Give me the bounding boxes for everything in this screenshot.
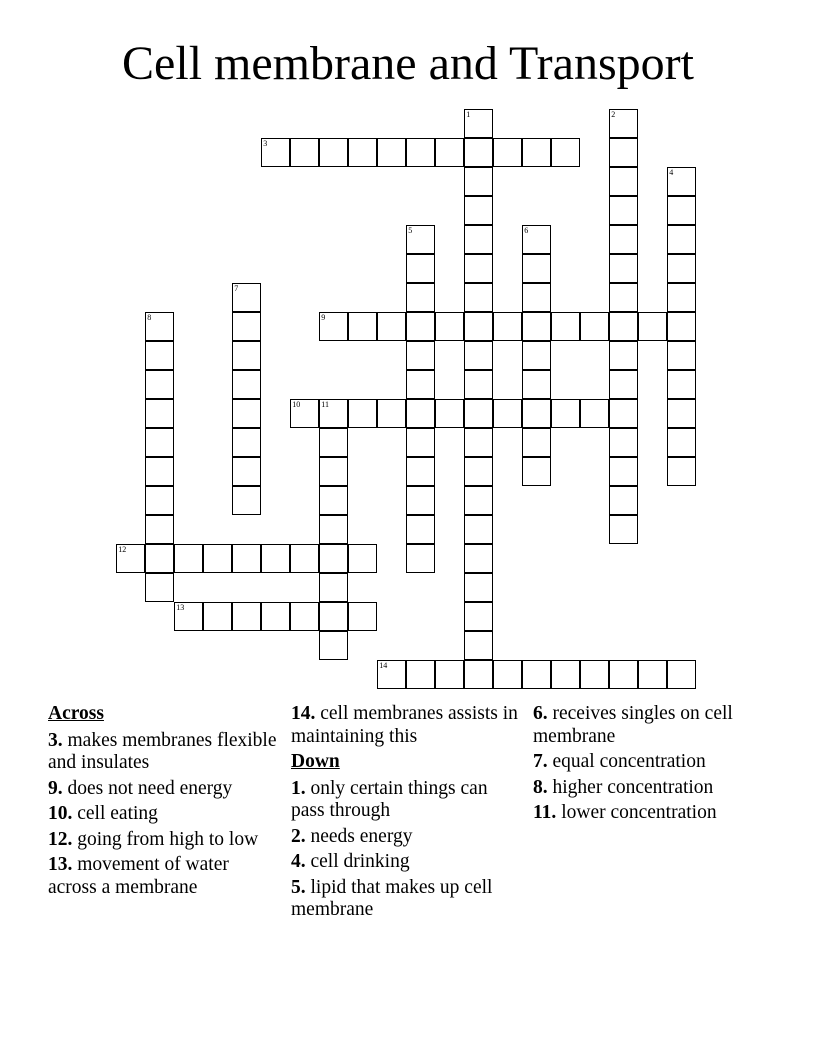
grid-cell[interactable] bbox=[551, 312, 580, 341]
grid-cell[interactable] bbox=[609, 399, 638, 428]
grid-cell[interactable] bbox=[667, 370, 696, 399]
grid-cell[interactable] bbox=[406, 660, 435, 689]
grid-cell[interactable] bbox=[609, 138, 638, 167]
grid-cell[interactable] bbox=[406, 457, 435, 486]
grid-cell[interactable] bbox=[348, 602, 377, 631]
grid-cell[interactable] bbox=[261, 544, 290, 573]
grid-cell[interactable] bbox=[319, 138, 348, 167]
grid-cell[interactable] bbox=[609, 370, 638, 399]
grid-cell[interactable] bbox=[522, 138, 551, 167]
clue-down-1: 1. only certain things can pass through bbox=[291, 777, 488, 821]
grid-cell[interactable] bbox=[145, 544, 174, 573]
grid-cell[interactable] bbox=[493, 660, 522, 689]
grid-cell[interactable] bbox=[232, 428, 261, 457]
grid-cell[interactable] bbox=[406, 254, 435, 283]
grid-cell[interactable] bbox=[145, 399, 174, 428]
grid-cell[interactable] bbox=[667, 225, 696, 254]
grid-cell[interactable] bbox=[609, 341, 638, 370]
clue-number: 11 bbox=[321, 400, 329, 410]
grid-cell[interactable] bbox=[667, 660, 696, 689]
grid-cell[interactable] bbox=[464, 312, 493, 341]
grid-cell[interactable] bbox=[667, 283, 696, 312]
grid-cell[interactable] bbox=[406, 544, 435, 573]
grid-cell[interactable] bbox=[580, 312, 609, 341]
grid-cell[interactable] bbox=[290, 399, 319, 428]
clue-number: 5 bbox=[408, 226, 413, 236]
clue-across-12: 12. going from high to low bbox=[48, 828, 259, 850]
grid-cell[interactable] bbox=[174, 544, 203, 573]
grid-cell[interactable] bbox=[522, 428, 551, 457]
grid-cell[interactable] bbox=[406, 283, 435, 312]
grid-cell[interactable] bbox=[464, 399, 493, 428]
grid-cell[interactable] bbox=[522, 457, 551, 486]
clue-number: 8 bbox=[147, 313, 152, 323]
grid-cell[interactable] bbox=[145, 486, 174, 515]
grid-cell[interactable] bbox=[377, 138, 406, 167]
grid-cell[interactable] bbox=[348, 544, 377, 573]
grid-cell[interactable] bbox=[522, 283, 551, 312]
grid-cell[interactable] bbox=[232, 370, 261, 399]
grid-cell[interactable] bbox=[406, 399, 435, 428]
grid-cell[interactable] bbox=[464, 109, 493, 138]
clue-across-9: 9. does not need energy bbox=[48, 777, 233, 799]
clue-number: 14 bbox=[379, 661, 388, 671]
grid-cell[interactable] bbox=[522, 660, 551, 689]
grid-cell[interactable] bbox=[667, 341, 696, 370]
clue-down-7: 7. equal concentration bbox=[533, 751, 706, 772]
grid-cell[interactable] bbox=[638, 660, 667, 689]
clue-number: 10 bbox=[292, 400, 301, 410]
grid-cell[interactable] bbox=[435, 312, 464, 341]
grid-cell[interactable] bbox=[609, 254, 638, 283]
clue-across-3: 3. makes membranes flexible and insulates bbox=[48, 729, 277, 773]
grid-cell[interactable] bbox=[435, 138, 464, 167]
grid-cell[interactable] bbox=[145, 515, 174, 544]
puzzle-title: Cell membrane and Transport bbox=[122, 37, 694, 90]
grid-cell[interactable] bbox=[464, 631, 493, 660]
grid-cell[interactable] bbox=[464, 370, 493, 399]
clue-down-6: 6. receives singles on cell membrane bbox=[533, 703, 733, 747]
grid-cell[interactable] bbox=[232, 341, 261, 370]
grid-cell[interactable] bbox=[522, 254, 551, 283]
grid-cell[interactable] bbox=[377, 660, 406, 689]
grid-cell[interactable] bbox=[319, 428, 348, 457]
grid-cell[interactable] bbox=[464, 457, 493, 486]
grid-cell[interactable] bbox=[319, 457, 348, 486]
grid-cell[interactable] bbox=[493, 312, 522, 341]
clues-column-2 bbox=[291, 703, 521, 925]
clues-column-1 bbox=[48, 703, 278, 902]
grid-cell[interactable] bbox=[319, 573, 348, 602]
clues-column-3 bbox=[533, 703, 763, 828]
grid-cell[interactable] bbox=[232, 544, 261, 573]
clue-number: 13 bbox=[176, 603, 185, 613]
grid-cell[interactable] bbox=[609, 457, 638, 486]
grid-cell[interactable] bbox=[145, 457, 174, 486]
grid-cell[interactable] bbox=[609, 283, 638, 312]
grid-cell[interactable] bbox=[232, 399, 261, 428]
grid-cell[interactable] bbox=[319, 515, 348, 544]
grid-cell[interactable] bbox=[667, 167, 696, 196]
clue-number: 3 bbox=[263, 139, 268, 149]
grid-cell[interactable] bbox=[464, 225, 493, 254]
grid-cell[interactable] bbox=[406, 515, 435, 544]
grid-cell[interactable] bbox=[522, 370, 551, 399]
grid-cell[interactable] bbox=[667, 312, 696, 341]
grid-cell[interactable] bbox=[609, 109, 638, 138]
grid-cell[interactable] bbox=[406, 370, 435, 399]
grid-cell[interactable] bbox=[667, 428, 696, 457]
grid-cell[interactable] bbox=[145, 573, 174, 602]
clue-down-11: 11. lower concentration bbox=[533, 802, 717, 823]
grid-cell[interactable] bbox=[406, 341, 435, 370]
grid-cell[interactable] bbox=[145, 341, 174, 370]
clue-number: 6 bbox=[524, 226, 529, 236]
grid-cell[interactable] bbox=[290, 544, 319, 573]
clue-down-4: 4. cell drinking bbox=[291, 851, 410, 872]
grid-cell[interactable] bbox=[261, 602, 290, 631]
grid-cell[interactable] bbox=[609, 660, 638, 689]
grid-cell[interactable] bbox=[377, 399, 406, 428]
grid-cell[interactable] bbox=[464, 544, 493, 573]
grid-cell[interactable] bbox=[464, 283, 493, 312]
grid-cell[interactable] bbox=[522, 225, 551, 254]
grid-cell[interactable] bbox=[406, 225, 435, 254]
grid-cell[interactable] bbox=[348, 138, 377, 167]
clue-number: 12 bbox=[118, 545, 127, 555]
crossword-grid bbox=[117, 110, 707, 700]
grid-cell[interactable] bbox=[406, 138, 435, 167]
grid-cell[interactable] bbox=[435, 660, 464, 689]
clue-number: 1 bbox=[466, 110, 471, 120]
grid-cell[interactable] bbox=[464, 196, 493, 225]
clue-number: 7 bbox=[234, 284, 239, 294]
grid-cell[interactable] bbox=[319, 544, 348, 573]
grid-cell[interactable] bbox=[609, 428, 638, 457]
grid-cell[interactable] bbox=[551, 399, 580, 428]
grid-cell[interactable] bbox=[406, 486, 435, 515]
grid-cell[interactable] bbox=[522, 341, 551, 370]
grid-cell[interactable] bbox=[609, 312, 638, 341]
grid-cell[interactable] bbox=[609, 515, 638, 544]
grid-cell[interactable] bbox=[464, 254, 493, 283]
grid-cell[interactable] bbox=[232, 486, 261, 515]
grid-cell[interactable] bbox=[203, 602, 232, 631]
clue-down-8: 8. higher concentration bbox=[533, 776, 714, 798]
grid-cell[interactable] bbox=[464, 341, 493, 370]
clue-number: 4 bbox=[669, 168, 674, 178]
grid-cell[interactable] bbox=[464, 138, 493, 167]
grid-cell[interactable] bbox=[290, 602, 319, 631]
grid-cell[interactable] bbox=[667, 254, 696, 283]
grid-cell[interactable] bbox=[580, 660, 609, 689]
grid-cell[interactable] bbox=[609, 167, 638, 196]
grid-cell[interactable] bbox=[493, 399, 522, 428]
grid-cell[interactable] bbox=[348, 312, 377, 341]
grid-cell[interactable] bbox=[464, 428, 493, 457]
clue-across-14: 14. cell membranes assists in maintaining this bbox=[291, 703, 518, 747]
clue-down-2: 2. needs energy bbox=[291, 825, 413, 847]
grid-cell[interactable] bbox=[522, 399, 551, 428]
clue-down-5: 5. lipid that makes up cell membrane bbox=[291, 876, 493, 920]
grid-cell[interactable] bbox=[609, 196, 638, 225]
grid-cell[interactable] bbox=[522, 312, 551, 341]
grid-cell[interactable] bbox=[319, 602, 348, 631]
grid-cell[interactable] bbox=[551, 660, 580, 689]
grid-cell[interactable] bbox=[261, 138, 290, 167]
grid-cell[interactable] bbox=[232, 283, 261, 312]
grid-cell[interactable] bbox=[464, 515, 493, 544]
grid-cell[interactable] bbox=[551, 138, 580, 167]
grid-cell[interactable] bbox=[667, 196, 696, 225]
grid-cell[interactable] bbox=[116, 544, 145, 573]
grid-cell[interactable] bbox=[145, 312, 174, 341]
clue-across-13: 13. movement of water across a membrane bbox=[48, 854, 229, 898]
clue-across-10: 10. cell eating bbox=[48, 803, 158, 824]
grid-cell[interactable] bbox=[609, 486, 638, 515]
grid-cell[interactable] bbox=[464, 167, 493, 196]
grid-cell[interactable] bbox=[232, 312, 261, 341]
grid-cell[interactable] bbox=[145, 370, 174, 399]
grid-cell[interactable] bbox=[638, 312, 667, 341]
grid-cell[interactable] bbox=[667, 457, 696, 486]
grid-cell[interactable] bbox=[232, 457, 261, 486]
grid-cell[interactable] bbox=[319, 631, 348, 660]
grid-cell[interactable] bbox=[609, 225, 638, 254]
grid-cell[interactable] bbox=[580, 399, 609, 428]
grid-cell[interactable] bbox=[145, 428, 174, 457]
grid-cell[interactable] bbox=[319, 486, 348, 515]
grid-cell[interactable] bbox=[232, 602, 261, 631]
grid-cell[interactable] bbox=[174, 602, 203, 631]
grid-cell[interactable] bbox=[319, 399, 348, 428]
grid-cell[interactable] bbox=[435, 399, 464, 428]
across-heading: Across bbox=[48, 703, 104, 724]
grid-cell[interactable] bbox=[319, 312, 348, 341]
grid-cell[interactable] bbox=[348, 399, 377, 428]
clue-number: 9 bbox=[321, 313, 326, 323]
down-heading: Down bbox=[291, 751, 340, 772]
grid-cell[interactable] bbox=[406, 312, 435, 341]
grid-cell[interactable] bbox=[377, 312, 406, 341]
clue-number: 2 bbox=[611, 110, 616, 120]
grid-cell[interactable] bbox=[493, 138, 522, 167]
grid-cell[interactable] bbox=[464, 486, 493, 515]
grid-cell[interactable] bbox=[464, 602, 493, 631]
grid-cell[interactable] bbox=[464, 660, 493, 689]
grid-cell[interactable] bbox=[203, 544, 232, 573]
grid-cell[interactable] bbox=[290, 138, 319, 167]
grid-cell[interactable] bbox=[667, 399, 696, 428]
grid-cell[interactable] bbox=[464, 573, 493, 602]
grid-cell[interactable] bbox=[406, 428, 435, 457]
